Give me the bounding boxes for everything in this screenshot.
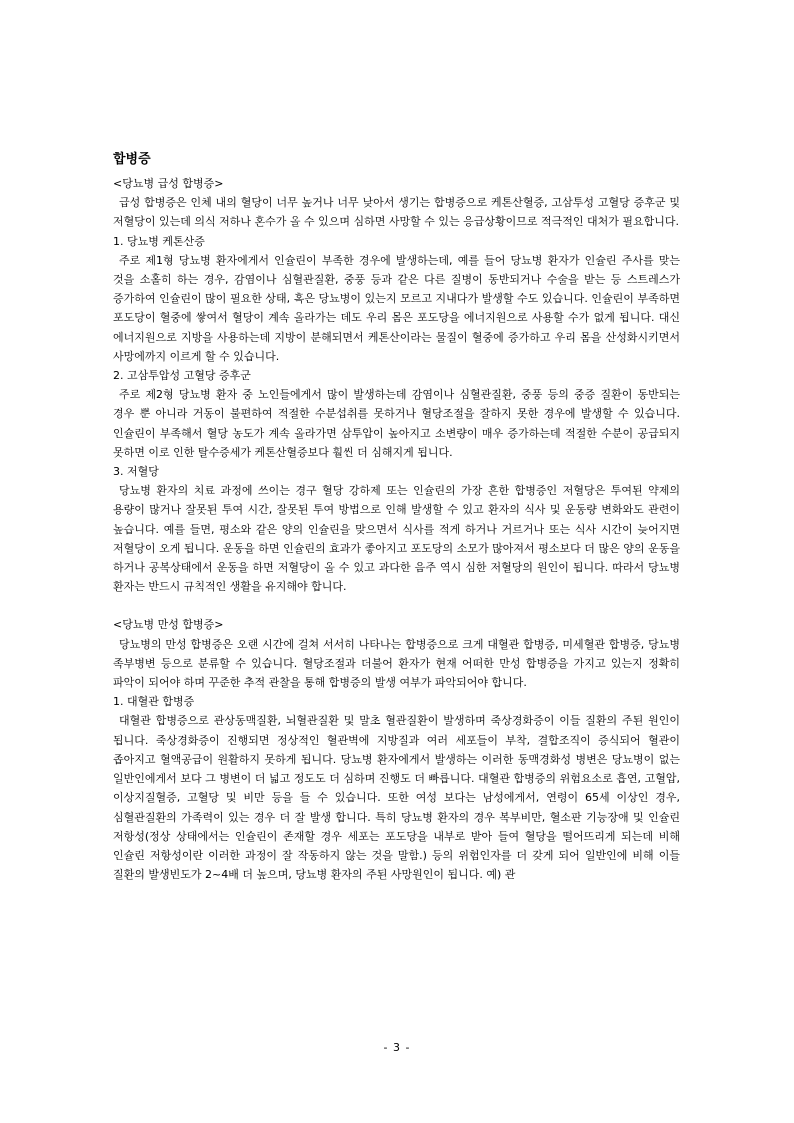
page-number: - 3 - (383, 1041, 411, 1054)
document-body (113, 150, 680, 884)
hyperosmolar-heading: 2. 고삼투압성 고혈당 증후군 (113, 369, 251, 383)
macrovascular-heading: 1. 대혈관 합병증 (113, 695, 195, 709)
section-spacer (113, 596, 680, 615)
hypoglycemia-heading: 3. 저혈당 (113, 465, 159, 479)
chronic-complications-intro: 당뇨병의 만성 합병증은 오랜 시간에 걸쳐 서서히 나타나는 합병증으로 크게 대혈관 합병증, 미세혈관 합병증, 당뇨병 족부병변 등으로 분류할 수 있습니다. 혈당조절과 더불어 환자가 현재 어떠한 만성 합병증을 가지고 있는지 정확히 파악이 되어야 하며 꾸준한 추적 관찰을 통해 합병증의 발생 여부가 파악되어야 합니다. (113, 637, 680, 690)
ketoacidosis-paragraph: 주로 제1형 당뇨병 환자에게서 인슐린이 부족한 경우에 발생하는데, 예를 들어 당뇨병 환자가 인슐린 주사를 맞는 것을 소홀히 하는 경우, 감염이나 심혈관질환, 중풍 등과 같은 다른 질병이 동반되거나 수술을 받는 등 스트레스가 증가하여 인슐린이 많이 필요한 상태, 혹은 당뇨병이 있는지 모르고 지내다가 발생할 수도 있습니다. 인슐린이 부족하면 포도당이 혈중에 쌓여서 혈당이 계속 올라가는 데도 우리 몸은 포도당을 에너지원으로 사용할 수가 없게 됩니다. 대신 에너지원으로 지방을 사용하는데 지방이 분해되면서 케톤산이라는 물질이 혈중에 증가하고 우리 몸을 산성화시키면서 사망에까지 이르게 할 수 있습니다. (113, 253, 680, 363)
ketoacidosis-heading: 1. 당뇨병 케톤산증 (113, 234, 205, 248)
page-title: 합병증 (113, 152, 151, 167)
chronic-complications-heading: <당뇨병 만성 합병증> (113, 618, 224, 632)
macrovascular-paragraph: 대혈관 합병증으로 관상동맥질환, 뇌혈관질환 및 말초 혈관질환이 발생하며 죽상경화증이 이들 질환의 주된 원인이 됩니다. 죽상경화증이 진행되면 정상적인 혈관벽에 지방질과 여러 세포들이 부착, 결합조직이 증식되어 혈관이 좁아지고 혈액공급이 원활하지 못하게 됩니다. 당뇨병 환자에게서 발생하는 이러한 동맥경화성 병변은 당뇨병이 없는 일반인에게서 보다 그 병변이 더 넓고 정도도 더 심하며 진행도 더 빠릅니다. 대혈관 합병증의 위험요소로 흡연, 고혈압, 이상지질혈증, 고혈당 및 비만 등을 들 수 있습니다. 또한 여성 보다는 남성에게서, 연령이 65세 이상인 경우, 심혈관질환의 가족력이 있는 경우 더 잘 발생 합니다. 특히 당뇨병 환자의 경우 복부비만, 혈소판 기능장애 및 인슐린 저항성(정상 상태에서는 인슐린이 존재할 경우 세포는 포도당을 내부로 받아 들여 혈당을 떨어뜨리게 되는데 비해 인슐린 저항성이란 이러한 과정이 잘 작동하지 않는 것을 말함.) 등의 위험인자를 더 갖게 되어 일반인에 비해 이들 질환의 발생빈도가 2~4배 더 높으며, 당뇨병 환자의 주된 사망원인이 됩니다. 예) 관 (113, 714, 680, 882)
acute-complications-intro: 급성 합병증은 인체 내의 혈당이 너무 높거나 너무 낮아서 생기는 합병증으로 케톤산혈증, 고삼투성 고혈당 증후군 및 저혈당이 있는데 의식 저하나 혼수가 올 수 있으며 심하면 사망할 수 있는 응급상황이므로 적극적인 대처가 필요합니다. (113, 196, 680, 229)
acute-complications-heading: <당뇨병 급성 합병증> (113, 177, 224, 190)
hyperosmolar-paragraph: 주로 제2형 당뇨병 환자 중 노인들에게서 많이 발생하는데 감염이나 심혈관질환, 중풍 등의 중증 질환이 동반되는 경우 뿐 아니라 거동이 불편하여 적절한 수분섭취를 못하거나 혈당조절을 잘하지 못한 경우에 발생할 수 있습니다. 인슐린이 부족해서 혈당 농도가 계속 올라가면 삼투압이 높아지고 소변량이 매우 증가하는데 적절한 수분이 공급되지 못하면 이로 인한 탈수증세가 케톤산혈증보다 훨씬 더 심해지게 됩니다. (113, 388, 680, 459)
hypoglycemia-paragraph: 당뇨병 환자의 치료 과정에 쓰이는 경구 혈당 강하제 또는 인슐린의 가장 흔한 합병증인 저혈당은 투여된 약제의 용량이 많거나 잘못된 투여 시간, 잘못된 투여 방법으로 인해 발생할 수 있고 환자의 식사 및 운동량 변화와도 관련이 높습니다. 예를 들면, 평소와 같은 양의 인슐린을 맞으면서 식사를 적게 하거나 거르거나 또는 식사 시간이 늦어지면 저혈당이 오게 됩니다. 운동을 하면 인슐린의 효과가 좋아지고 포도당의 소모가 많아져서 평소보다 더 많은 양의 운동을 하거나 공복상태에서 운동을 하면 저혈당이 올 수 있고 과다한 음주 역시 심한 저혈당의 원인이 됩니다. 따라서 당뇨병 환자는 반드시 규칙적인 생활을 유지해야 합니다. (113, 484, 680, 594)
